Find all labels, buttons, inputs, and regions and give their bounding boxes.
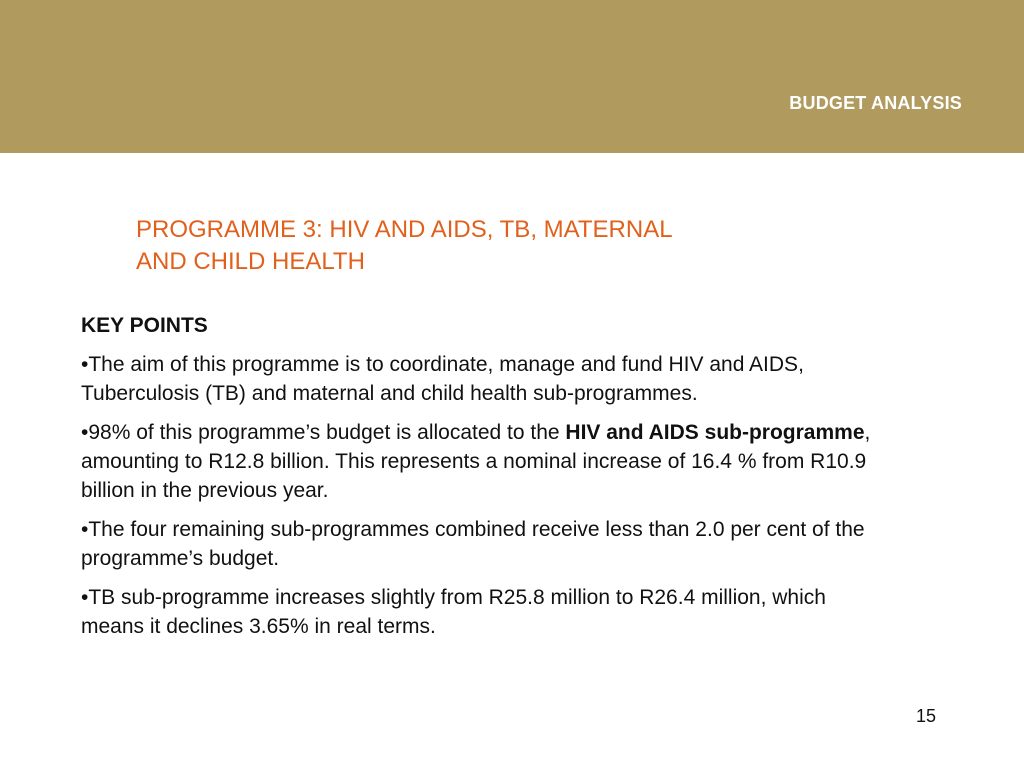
bullet-budget-allocation-pre: •98% of this programme’s budget is allocated to the (81, 421, 566, 444)
bullet-budget-allocation-bold: HIV and AIDS sub-programme (565, 421, 865, 444)
bullet-programme-aim: •The aim of this programme is to coordinate, manage and fund HIV and AIDS, Tuberculosis (TB) and maternal and child health sub-programmes. (81, 353, 804, 405)
bullet-tb-subprogramme: •TB sub-programme increases slightly from R25.8 million to R26.4 million, which means it declines 3.65% in real terms. (81, 586, 826, 638)
slide-title-line-1: PROGRAMME 3: HIV AND AIDS, TB, MATERNAL (136, 216, 673, 243)
bullet-remaining-subprogrammes: •The four remaining sub-programmes combined receive less than 2.0 per cent of the programme’s budget. (81, 518, 865, 570)
key-points-heading: KEY POINTS (81, 314, 208, 337)
bullet-budget-allocation-post: , amounting to R12.8 billion. This represents a nominal increase of 16.4 % from R10.9 billion in the previous year. (81, 421, 871, 502)
header-band (0, 0, 1024, 153)
page-number: 15 (915, 706, 936, 726)
slide-title (136, 214, 816, 278)
slide-title-line-2: AND CHILD HEALTH (136, 248, 365, 275)
content-body (81, 311, 881, 651)
header-label: BUDGET ANALYSIS (789, 93, 962, 113)
bullet-budget-allocation (81, 418, 881, 505)
